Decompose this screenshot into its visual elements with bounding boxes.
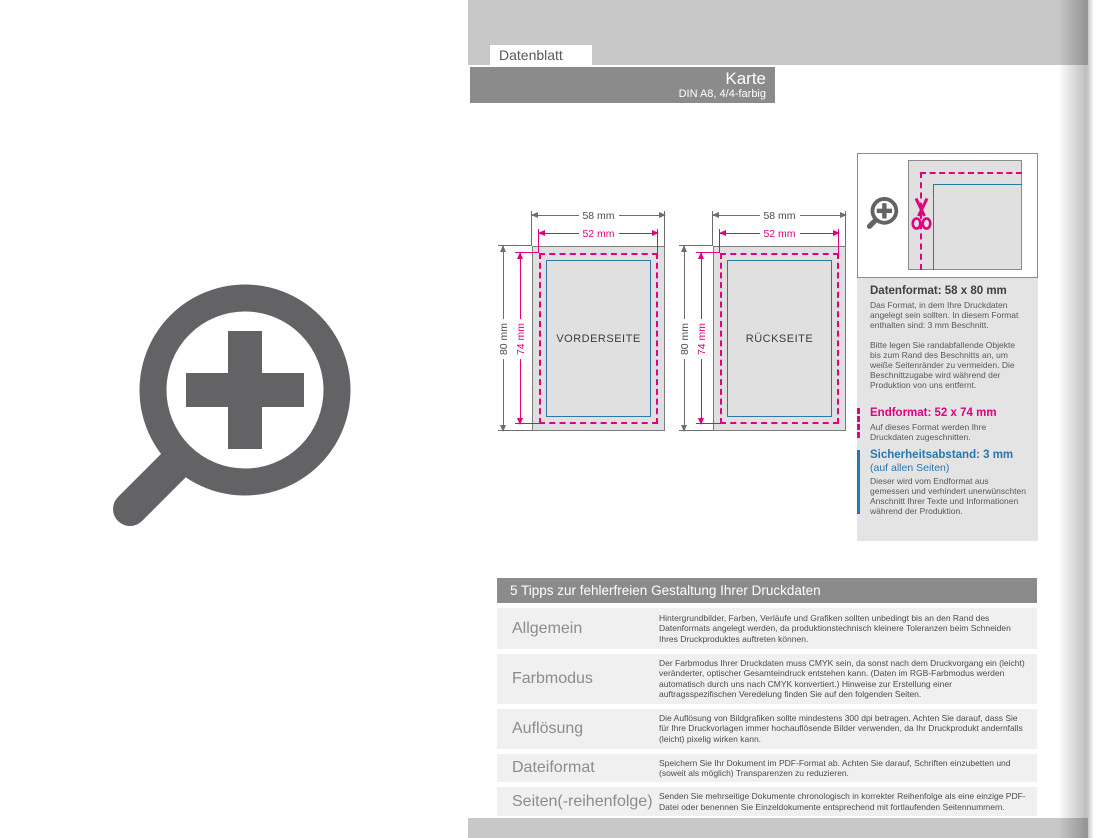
endformat-text: Auf dieses Format werden Ihre Druckdaten zugeschnitten. (870, 422, 987, 442)
table-row (497, 608, 1037, 649)
row-text: Speichern Sie Ihr Dokument im PDF-Format ab. Achten Sie darauf, Schriften einzubetten und (soweit als möglich) Transparenzen zu reduzieren. (659, 757, 1011, 779)
row-label: Dateiformat (512, 759, 595, 777)
back-dim-height-outer-label: 80 mm (679, 318, 691, 358)
front-dim-width-trim-label: 52 mm (578, 228, 618, 240)
tips-table (497, 608, 1037, 816)
back-safety-line (727, 260, 832, 417)
datenblatt-tab: Datenblatt (490, 45, 592, 65)
datenformat-title: Datenformat: 58 x 80 mm (870, 285, 1007, 297)
preview-safety-line (933, 184, 1022, 270)
back-card-label: RÜCKSEITE (745, 332, 814, 345)
zoom-plus-icon (103, 283, 358, 561)
row-text: Senden Sie mehrseitige Dokumente chronologisch in korrekter Reihenfolge als eine einzige PDF-Datei oder benennen Sie Einzeldokumente entsprechend mit fortlaufenden Seitennummern. (659, 791, 1026, 812)
datenformat-text-1: Das Format, in dem Ihre Druckdaten angelegt sein sollten. In diesem Format enthalten sind: 3 mm Beschnitt. (870, 300, 1019, 330)
tips-header: 5 Tipps zur fehlerfreien Gestaltung Ihrer Druckdaten (497, 578, 1037, 603)
row-text: Hintergrundbilder, Farben, Verläufe und Grafiken sollten unbedingt bis an den Rand des Datenformats angelegt werden, da produktionstechnisch kleinere Toleranzen beim Schneiden Ihres Druckproduktes auftreten können. (659, 612, 1011, 644)
sicherheitsabstand-text: Dieser wird vom Endformat aus gemessen und verhindert unerwünschten Anschnitt Ihrer Texte und Informationen während der Produktion. (870, 476, 1026, 516)
back-dim-width-outer (713, 210, 846, 222)
table-row (497, 709, 1037, 749)
product-title: Karte (725, 69, 766, 88)
sicherheitsabstand-subtitle: (auf allen Seiten) (870, 462, 950, 474)
front-dim-width-trim (539, 228, 658, 240)
front-dim-width-outer-label: 58 mm (578, 210, 618, 222)
row-label: Allgemein (512, 619, 583, 637)
row-label: Auflösung (512, 719, 584, 737)
table-row (497, 787, 1037, 816)
back-dim-height-outer (679, 246, 691, 431)
front-dim-width-outer (532, 210, 665, 222)
front-dim-height-trim (515, 253, 527, 424)
datenformat-text-2: Bitte legen Sie randabfallende Objekte bis zum Rand des Beschnitts an, um weiße Seitenränder zu vermeiden. Die Beschnittzugabe wird während der Produktion von uns entfernt. (870, 340, 1016, 390)
back-dim-width-trim-label: 52 mm (759, 228, 799, 240)
front-card-label: VORDERSEITE (556, 332, 641, 345)
back-dim-width-outer-label: 58 mm (759, 210, 799, 222)
title-bar (470, 67, 775, 103)
endformat-section (870, 407, 1026, 442)
table-row (497, 754, 1037, 783)
row-label: Seiten(-reihenfolge) (512, 792, 653, 810)
back-dim-width-trim (720, 228, 839, 240)
row-label: Farbmodus (512, 669, 593, 687)
back-dim-height-trim (696, 253, 708, 424)
row-text: Die Auflösung von Bildgrafiken sollte mindestens 300 dpi betragen. Achten Sie darauf, dass Sie für Ihre Druckvorlagen immer hochauflösende Bilder verwenden, da Ihr Druckprodukt andernfalls (leicht) pixelig wirken kann. (659, 713, 1023, 744)
table-row (497, 654, 1037, 704)
small-zoom-plus-icon (866, 197, 899, 233)
datenformat-section (870, 285, 1026, 390)
page-edge-shadow (1058, 0, 1094, 838)
back-dim-height-trim-label: 74 mm (696, 318, 708, 358)
front-safety-line (546, 260, 651, 417)
endformat-title: Endformat: 52 x 74 mm (870, 407, 997, 419)
front-dim-height-outer-label: 80 mm (498, 318, 510, 358)
row-text: Der Farbmodus Ihrer Druckdaten muss CMYK sein, da sonst nach dem Druckvorgang ein (leicht) veränderter, optischer Gesamteindruck entstehen kann. (Daten im RGB-Farbmodus werden automatisch durch uns nach CMYK konvertiert.) Hinweise zur Erstellung einer auftragsspezifischen Veredelung finden Sie auf den folgenden Seiten. (659, 658, 1025, 700)
front-dim-height-outer (498, 246, 510, 431)
product-subtitle: DIN A8, 4/4-farbig (678, 88, 766, 100)
sicherheitsabstand-section (870, 449, 1026, 516)
sicherheitsabstand-title: Sicherheitsabstand: 3 mm (870, 449, 1014, 461)
format-info-panel (857, 278, 1038, 541)
scissors-icon (911, 197, 932, 232)
front-dim-height-trim-label: 74 mm (515, 318, 527, 358)
bottom-band (468, 818, 1088, 838)
